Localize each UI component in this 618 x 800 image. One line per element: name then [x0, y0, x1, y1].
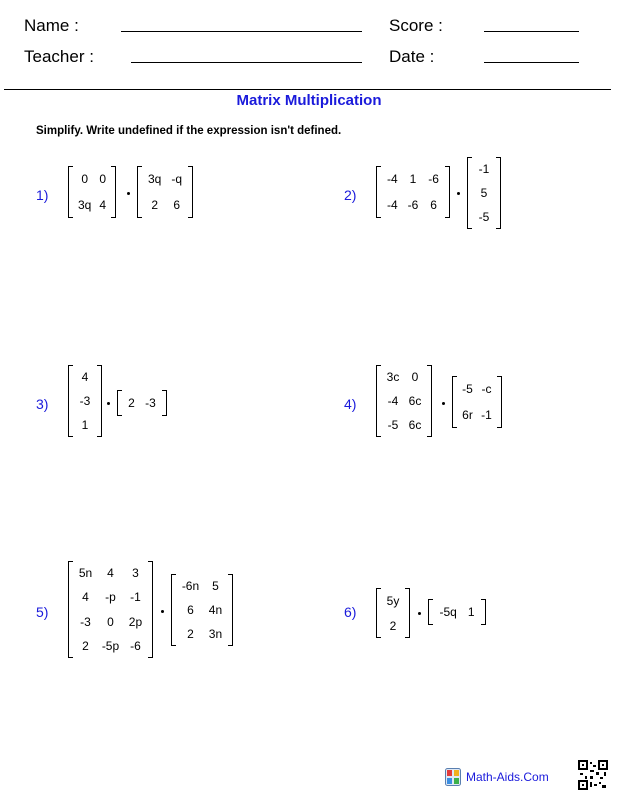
matrix-entry: -3 [79, 394, 91, 408]
name-field-line[interactable] [121, 31, 362, 32]
matrix-left [376, 588, 410, 638]
matrix-left [68, 561, 153, 658]
matrix-entry: -6 [428, 172, 439, 186]
score-field-line[interactable] [484, 31, 579, 32]
matrix-entry: 0 [99, 172, 106, 186]
name-label: Name : [24, 16, 79, 35]
matrix-left [376, 365, 432, 437]
matrix-entry: -p [105, 590, 116, 605]
header-divider [4, 89, 611, 90]
matrix-right [117, 390, 167, 416]
matrix-right [467, 157, 501, 229]
matrix-entry: -c [481, 382, 492, 396]
problem-number: 5) [36, 604, 49, 620]
teacher-label: Teacher : [24, 47, 94, 66]
matrix-right [171, 574, 233, 646]
matrix-entry: 3c [386, 370, 400, 384]
multiply-dot [457, 192, 460, 195]
matrix-entry: -6n [181, 579, 200, 593]
matrix-entry: 0 [107, 614, 114, 629]
matrix-entry: 6 [173, 198, 180, 212]
date-field-line[interactable] [484, 62, 579, 63]
matrix-entry: -6 [407, 198, 419, 212]
brand-link[interactable]: Math-Aids.Com [466, 770, 549, 784]
matrix-entry: 5 [212, 579, 219, 593]
matrix-entry: 2 [82, 638, 89, 653]
matrix-entry: -6 [130, 638, 141, 653]
matrix-entry: 4n [208, 603, 223, 617]
matrix-entry: -q [171, 172, 182, 186]
matrix-entry: -4 [387, 394, 399, 408]
matrix-entry: 6 [430, 198, 437, 212]
matrix-entry: 2p [128, 614, 143, 629]
matrix-entry: 3n [208, 627, 223, 641]
matrix-entry: -4 [386, 198, 398, 212]
matrix-entry: -5 [462, 382, 473, 396]
matrix-entry: 5n [78, 566, 93, 581]
matrix-entry: -5 [478, 210, 490, 224]
matrix-entry: 5 [480, 186, 488, 200]
matrix-entry: 6c [408, 418, 422, 432]
qr-code-icon [578, 760, 608, 790]
matrix-entry: 0 [81, 172, 88, 186]
matrix-entry: 4 [99, 198, 106, 212]
multiply-dot [107, 402, 110, 405]
matrix-left [68, 365, 102, 437]
problem-number: 6) [344, 604, 357, 620]
matrix-entry: 1 [81, 418, 89, 432]
matrix-entry: 2 [128, 396, 135, 410]
matrix-entry: 0 [411, 370, 419, 384]
date-label: Date : [389, 47, 435, 66]
matrix-entry: -1 [130, 590, 141, 605]
matrix-entry: 6c [408, 394, 422, 408]
multiply-dot [418, 612, 421, 615]
matrix-left [376, 166, 450, 218]
matrix-entry: 3 [132, 566, 139, 581]
matrix-entry: 1 [467, 605, 475, 619]
matrix-right [452, 376, 502, 428]
matrix-entry: -5p [101, 638, 120, 653]
matrix-entry: -1 [478, 162, 490, 176]
matrix-right [428, 599, 486, 625]
matrix-entry: 5y [386, 593, 400, 608]
matrix-entry: -3 [80, 614, 91, 629]
matrix-entry: 1 [409, 172, 417, 186]
matrix-entry: 3q [147, 172, 162, 186]
matrix-entry: -5 [387, 418, 399, 432]
matrix-left [68, 166, 116, 218]
matrix-entry: -4 [386, 172, 398, 186]
problem-number: 4) [344, 396, 357, 412]
calculator-icon [445, 768, 461, 786]
matrix-right [137, 166, 193, 218]
matrix-entry: -3 [145, 396, 156, 410]
matrix-entry: -5q [439, 605, 457, 619]
worksheet-title: Matrix Multiplication [236, 92, 382, 109]
multiply-dot [127, 192, 130, 195]
multiply-dot [161, 610, 164, 613]
multiply-dot [442, 402, 445, 405]
matrix-entry: 4 [81, 370, 89, 384]
matrix-entry: 3q [77, 198, 92, 212]
matrix-entry: 4 [107, 566, 114, 581]
matrix-entry: 6 [187, 603, 194, 617]
teacher-field-line[interactable] [131, 62, 362, 63]
score-label: Score : [389, 16, 443, 35]
problem-number: 3) [36, 396, 49, 412]
matrix-entry: 2 [187, 627, 194, 641]
problem-number: 1) [36, 187, 49, 203]
matrix-entry: 4 [82, 590, 89, 605]
problem-number: 2) [344, 187, 357, 203]
matrix-entry: 6r [462, 408, 473, 422]
matrix-entry: 2 [151, 198, 158, 212]
matrix-entry: -1 [481, 408, 492, 422]
matrix-entry: 2 [389, 618, 397, 633]
instructions: Simplify. Write undefined if the expression isn't defined. [36, 125, 342, 137]
